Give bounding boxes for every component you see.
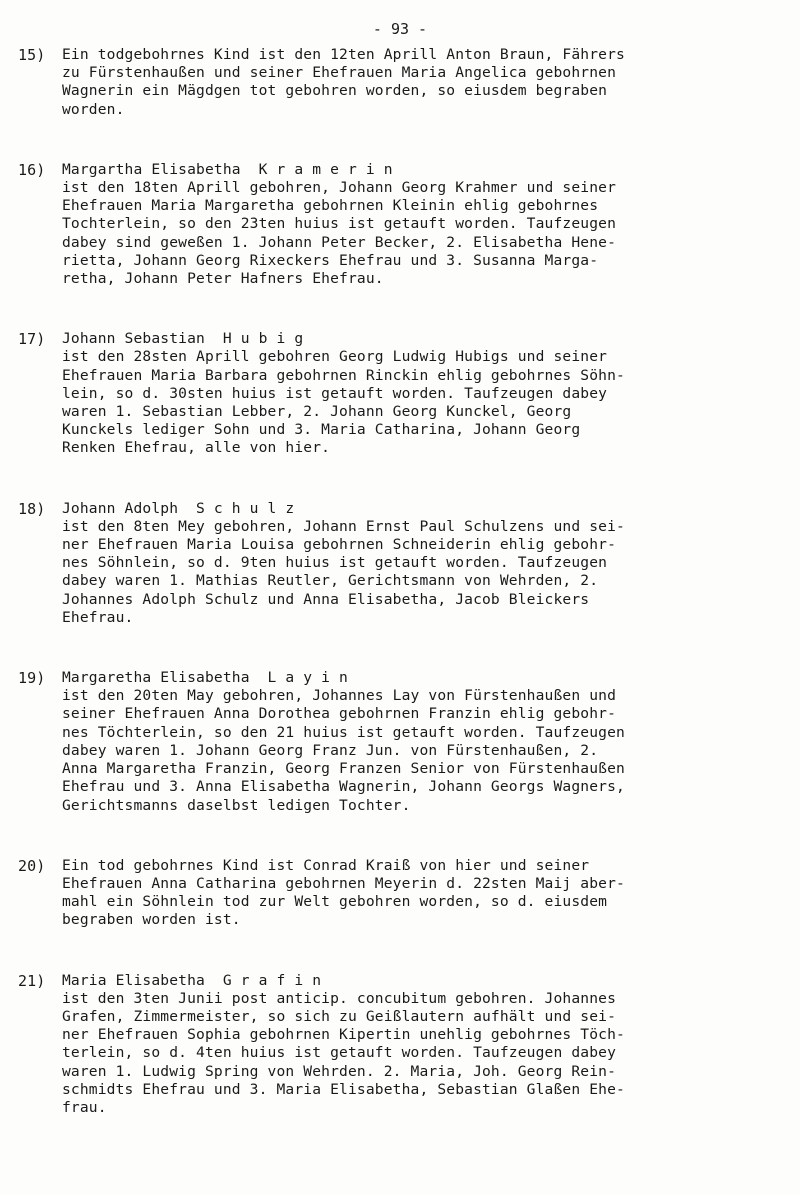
entry-line: worden.: [62, 100, 125, 118]
entry-text: [62, 669, 788, 815]
entry-text: [62, 161, 788, 288]
entry-line: terlein, so d. 4ten huius ist getauft worden. Taufzeugen dabey: [62, 1044, 617, 1062]
entry-text: [62, 972, 788, 1118]
entry-line: Ehefrauen Anna Catharina gebohrnen Meyerin d. 22sten Maij aber-: [62, 874, 625, 892]
entry-text: [62, 500, 788, 627]
entry-line: zu Fürstenhaußen und seiner Ehefrauen Maria Angelica gebohrnen: [62, 64, 617, 82]
entry-line: nes Töchterlein, so den 21 huius ist getauft worden. Taufzeugen: [62, 723, 625, 741]
register-entry-15: [18, 46, 788, 119]
entry-line: Anna Margaretha Franzin, Georg Franzen Senior von Fürstenhaußen: [62, 760, 625, 778]
entry-number: 15): [18, 46, 46, 64]
entry-line: Grafen, Zimmermeister, so sich zu Geißlautern aufhält und sei-: [62, 1007, 617, 1025]
entry-line: Ein tod gebohrnes Kind ist Conrad Kraiß von hier und seiner: [62, 856, 590, 874]
page-number: - 93 -: [372, 20, 428, 38]
entry-line: frau.: [62, 1098, 107, 1116]
entry-line: Tochterlein, so den 23ten huius ist getauft worden. Taufzeugen: [62, 215, 617, 233]
entry-line: seiner Ehefrauen Anna Dorothea gebohrnen Franzin ehlig gebohr-: [62, 705, 617, 723]
entry-text: [62, 330, 788, 457]
entry-number: 18): [18, 499, 46, 518]
entry-line: schmidts Ehefrau und 3. Maria Elisabetha, Sebastian Glaßen Ehe-: [62, 1080, 625, 1098]
entry-line: Kunckels lediger Sohn und 3. Maria Catharina, Johann Georg: [62, 421, 581, 439]
entry-line: ist den 8ten Mey gebohren, Johann Ernst Paul Schulzens und sei-: [62, 517, 625, 535]
entry-line: retha, Johann Peter Hafners Ehefrau.: [62, 270, 384, 288]
entry-line: nes Söhnlein, so d. 9ten huius ist getauft worden. Taufzeugen: [62, 554, 608, 572]
entry-line: ist den 28sten Aprill gebohren Georg Ludwig Hubigs und seiner: [62, 348, 608, 366]
entry-line: Ehefrau und 3. Anna Elisabetha Wagnerin, Johann Georgs Wagners,: [62, 778, 625, 796]
entry-line: Johannes Adolph Schulz und Anna Elisabetha, Jacob Bleickers: [62, 590, 590, 608]
entry-line: waren 1. Sebastian Lebber, 2. Johann Georg Kunckel, Georg: [62, 403, 572, 421]
entry-text: [62, 46, 788, 119]
entry-line: dabey waren 1. Mathias Reutler, Gerichtsmann von Wehrden, 2.: [62, 572, 599, 590]
entry-line: Ein todgebohrnes Kind ist den 12ten Aprill Anton Braun, Fährers: [62, 46, 625, 63]
register-entry-17: [18, 330, 788, 457]
entry-line: Ehefrauen Maria Barbara gebohrnen Rinckin ehlig gebohrnes Söhn-: [62, 366, 625, 384]
register-entry-16: [18, 161, 788, 288]
register-entry-21: [18, 972, 788, 1118]
entry-line: Renken Ehefrau, alle von hier.: [62, 439, 331, 457]
entry-line: Margaretha Elisabetha L a y i n: [62, 669, 348, 687]
entry-line: Ehefrauen Maria Margaretha gebohrnen Kleinin ehlig gebohrnes: [62, 197, 599, 215]
entry-line: ner Ehefrauen Maria Louisa gebohrnen Schneiderin ehlig gebohr-: [62, 536, 617, 554]
entry-line: ist den 18ten Aprill gebohren, Johann Georg Krahmer und seiner: [62, 179, 617, 197]
entry-line: ner Ehefrauen Sophia gebohrnen Kipertin unehlig gebohrnes Töch-: [62, 1026, 625, 1044]
entry-line: Maria Elisabetha G r a f i n: [62, 971, 322, 989]
entry-line: rietta, Johann Georg Rixeckers Ehefrau und 3. Susanna Marga-: [62, 251, 599, 269]
entry-line: mahl ein Söhnlein tod zur Welt gebohren worden, so d. eiusdem: [62, 893, 608, 911]
entry-line: ist den 3ten Junii post anticip. concubitum gebohren. Johannes: [62, 989, 617, 1007]
entry-line: ist den 20ten May gebohren, Johannes Lay von Fürstenhaußen und: [62, 687, 617, 705]
entry-number: 21): [18, 971, 46, 990]
entry-line: lein, so d. 30sten huius ist getauft worden. Taufzeugen dabey: [62, 384, 608, 402]
entry-line: Gerichtsmanns daselbst ledigen Tochter.: [62, 796, 411, 814]
entry-line: dabey sind geweßen 1. Johann Peter Becker, 2. Elisabetha Hene-: [62, 233, 617, 251]
register-entry-20: [18, 857, 788, 930]
entry-line: waren 1. Ludwig Spring von Wehrden. 2. Maria, Joh. Georg Rein-: [62, 1062, 617, 1080]
register-entry-18: [18, 500, 788, 627]
entry-line: Margartha Elisabetha K r a m e r i n: [62, 160, 393, 178]
entry-text: [62, 857, 788, 930]
register-entries: [18, 46, 788, 1159]
entry-line: Johann Adolph S c h u l z: [62, 499, 295, 517]
entry-line: begraben worden ist.: [62, 911, 241, 929]
entry-line: Ehefrau.: [62, 608, 134, 626]
entry-number: 17): [18, 330, 46, 349]
entry-line: dabey waren 1. Johann Georg Franz Jun. von Fürstenhaußen, 2.: [62, 741, 599, 759]
entry-number: 19): [18, 669, 46, 688]
register-entry-19: [18, 669, 788, 815]
entry-number: 16): [18, 160, 46, 179]
entry-number: 20): [18, 856, 46, 875]
entry-line: Wagnerin ein Mägdgen tot gebohren worden, so eiusdem begraben: [62, 82, 608, 100]
entry-line: Johann Sebastian H u b i g: [62, 330, 304, 348]
